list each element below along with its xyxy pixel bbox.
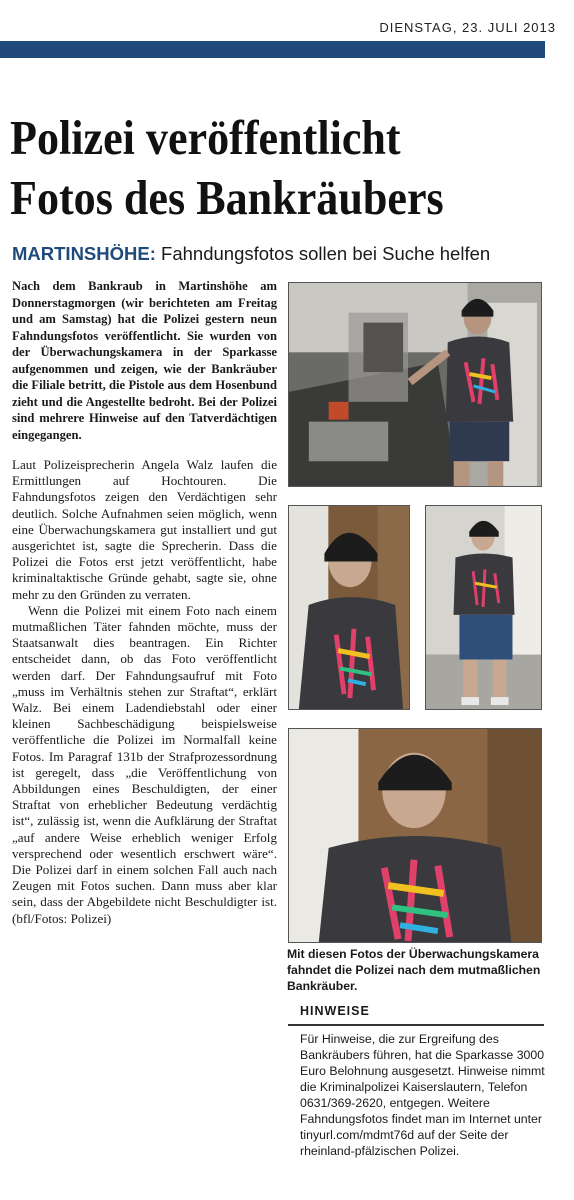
body-paragraph-1: Laut Polizeisprecherin Angela Walz laufen die Ermittlungen auf Hochtouren. Die Fahndungsfotos zeigen den Verdächtigen sehr deutlich. Solche Aufnahmen seien möglich, wenn eine Überwachungskamera gut installiert und gut ausgerichtet ist, sagte die Sprecherin. Dass die Polizei die Fotos erst jetzt veröffentlicht, habe kriminaltaktische Gründe gehabt, sagte sie, ohne mehr zu den Gründen zu verraten. [12,457,277,602]
dateline: DIENSTAG, 23. JULI 2013 [379,20,556,35]
article-column [12,278,277,1193]
header-bar [0,41,545,58]
article-lead: Nach dem Bankraub in Martinshöhe am Donnerstagmorgen (wir berichteten am Freitag und am Samstag) hat die Polizei gestern neun Fahndungsfotos veröffentlicht. Sie wurden von der Überwachungskamera in der Sparkasse aufgenommen und zeigen, wie der Bankräuber die Filiale betritt, die Pistole aus dem Hosenbund zieht und die Angestellte bedroht. Bei der Polizei sind mehrere Hinweise auf den Tatverdächtigen eingegangen. [12,279,277,442]
surveillance-photo-medium [288,505,410,710]
article-body [12,457,277,927]
headline [10,108,510,228]
subhead-deck: Fahndungsfotos sollen bei Suche helfen [161,243,491,264]
surveillance-photo-fullbody [425,505,542,710]
subhead-kicker: MARTINSHÖHE: [12,243,156,264]
body-paragraph-2: Wenn die Polizei mit einem Foto nach einem mutmaßlichen Täter fahnden möchte, muss der Staatsanwalt dies beantragen. Ein Richter entscheidet dann, ob das Foto veröffentlicht werden darf. Der Fahndungsaufruf mit Foto „muss im Verhältnis stehen zur Straftat“, erklärt Walz. Bei einem Ladendiebstahl oder einer kleinen Sachbeschädigung beispielsweise veröffentliche die Polizei im Normalfall keine Fotos. Im Paragraf 131b der Strafprozessordnung ist geregelt, dass „die Veröffentlichung von Abbildungen eines Beschuldigten, der einer Straftat von erheblicher Bedeutung verdächtig ist“, zulässig ist, wenn die Aufklärung der Straftat „auf andere Weise erheblich weniger Erfolg versprechend oder wesentlich erschwert wäre“. Die Polizei darf in einem solchen Fall auch nach Zeugen mit Fotos suchen. Dann muss aber klar sein, dass der Abgebildete nicht Beschuldigter ist. (bfl/Fotos: Polizei) [12,602,277,926]
subheadline [12,243,564,265]
surveillance-photo-counter [288,282,542,487]
photo-caption: Mit diesen Fotos der Überwachungskamera fahndet die Polizei nach dem mutmaßlichen Bankräuber. [287,947,541,993]
headline-line-1: Polizei veröffentlicht [10,110,401,165]
surveillance-photo-closeup [288,728,542,943]
headline-line-2: Fotos des Bankräubers [10,170,444,225]
infobox-text: Für Hinweise, die zur Ergreifung des Bankräubers führen, hat die Sparkasse 3000 Euro Belohnung ausgesetzt. Hinweise nimmt die Kriminalpolizei Kaiserslautern, Telefon 0631/369-2620, entgegen. Weitere Fahndungsfotos findet man im Internet unter tinyurl.com/mdmt76d auf der Seite der rheinland-pfälzischen Polizei. [300,1032,545,1158]
infobox-rule [288,1024,544,1026]
infobox-title: HINWEISE [300,1004,370,1018]
